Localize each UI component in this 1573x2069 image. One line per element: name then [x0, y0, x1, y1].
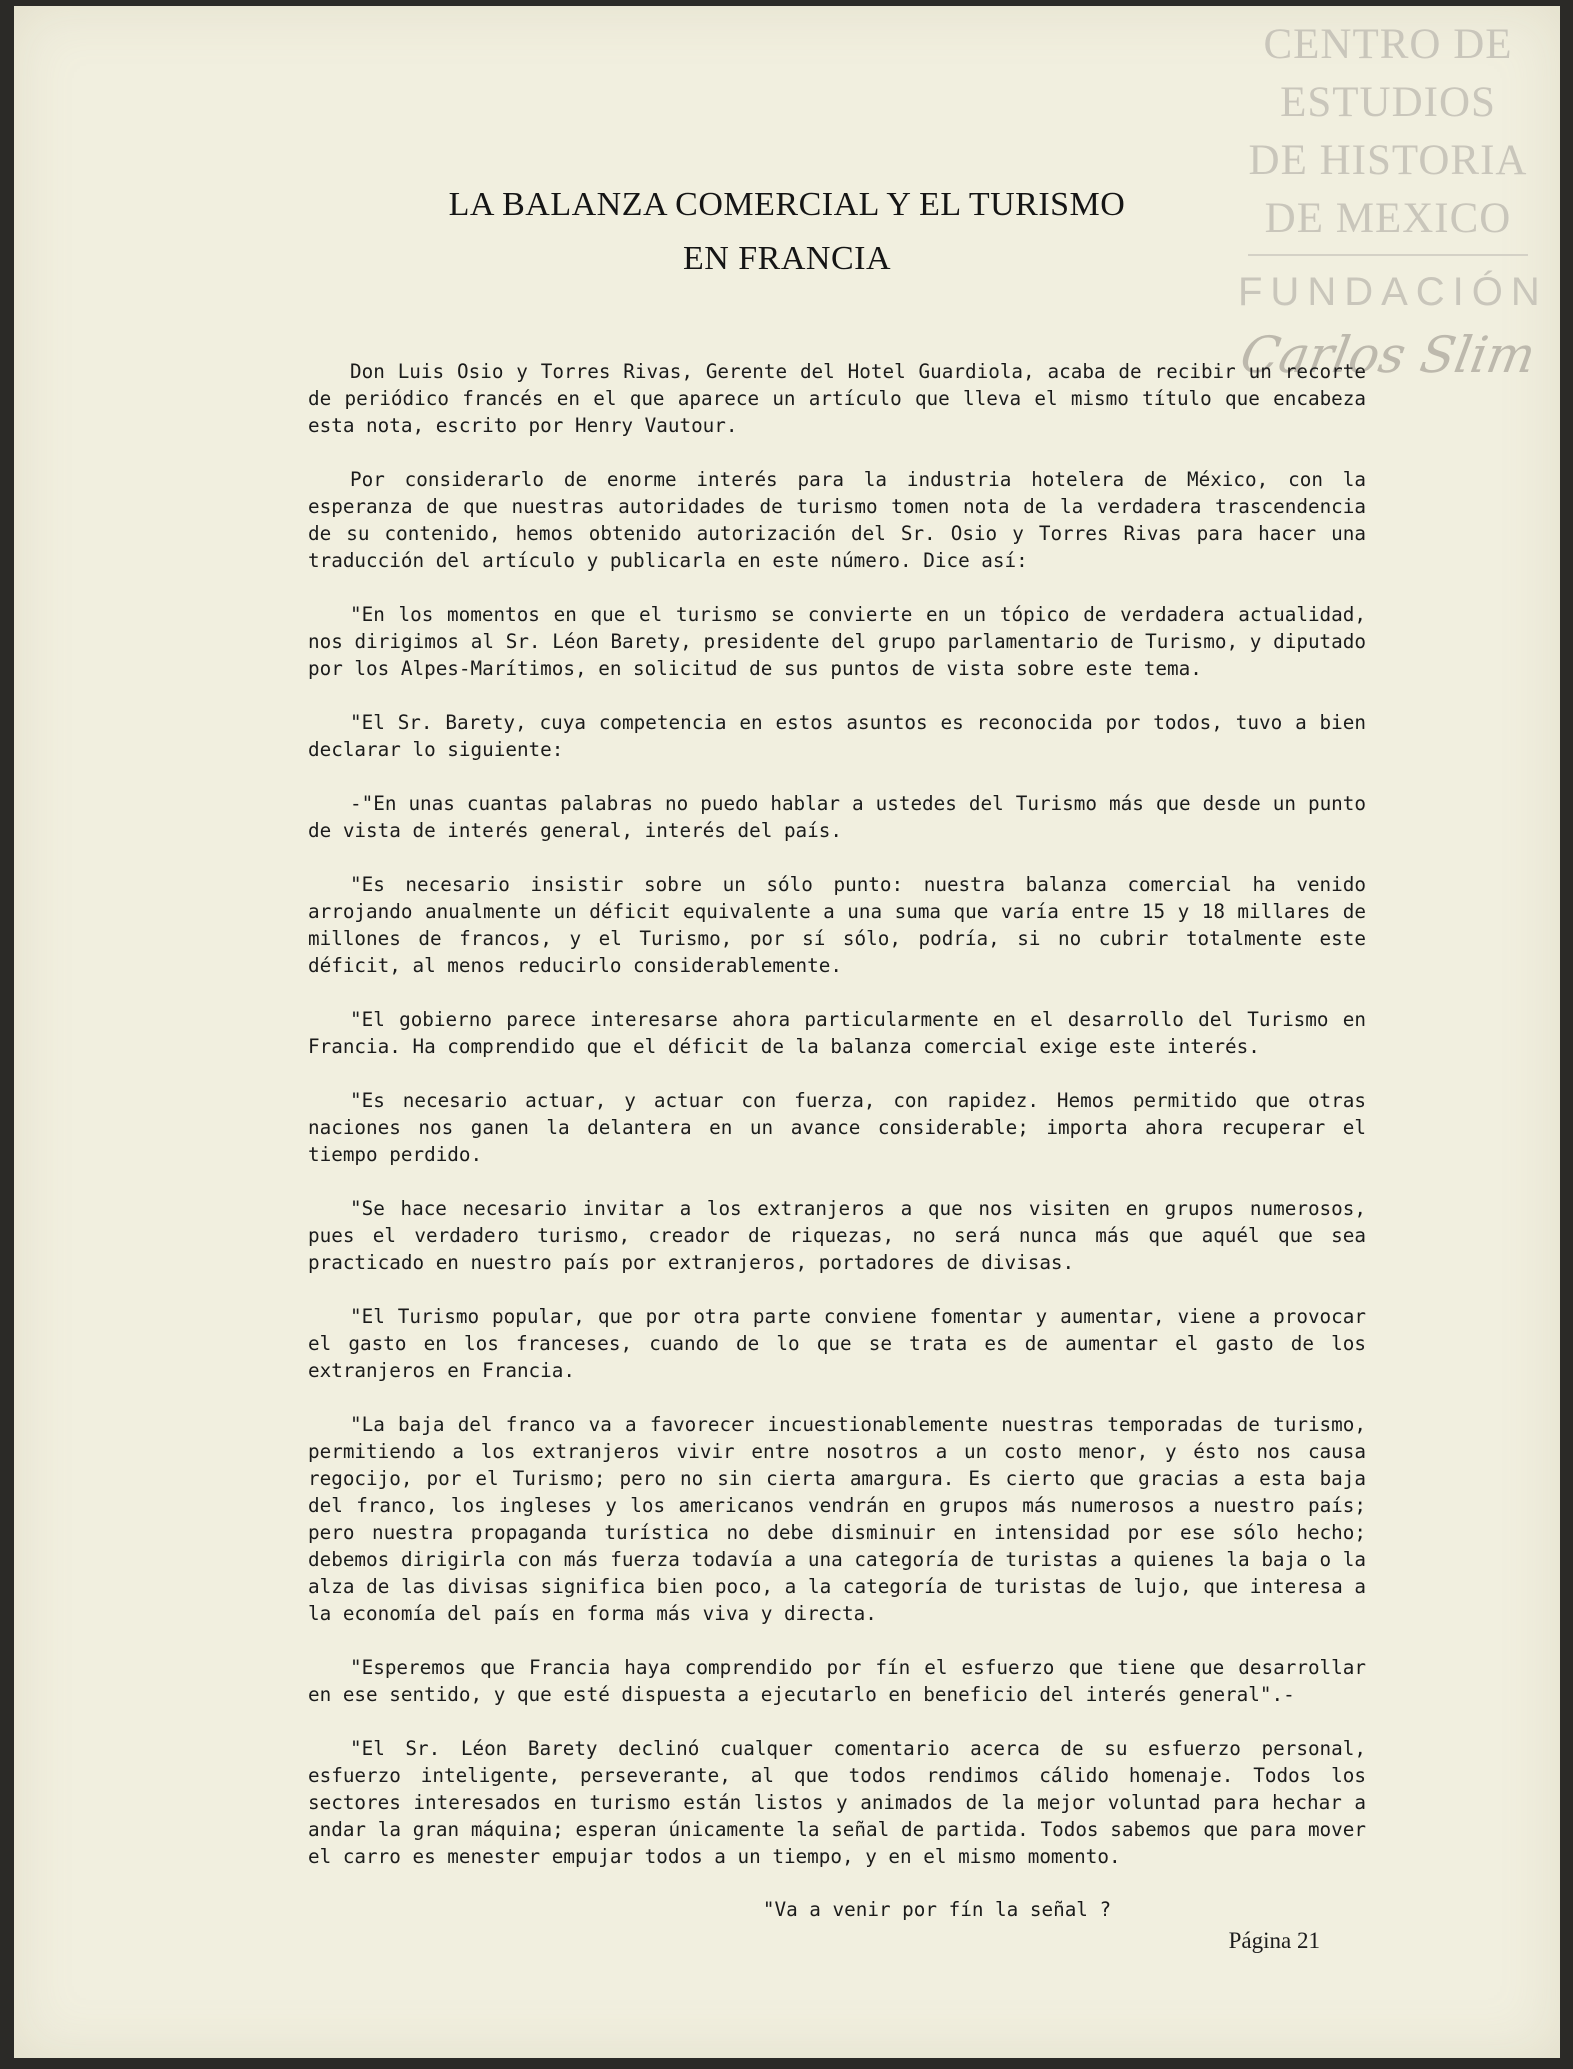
watermark-line: DE HISTORIA: [1248, 137, 1528, 184]
title-line-1: LA BALANZA COMERCIAL Y EL TURISMO: [448, 186, 1126, 223]
paragraph: "El gobierno parece interesarse ahora particularmente en el desarrollo del Turismo en Francia. Ha comprendido que el déficit de la balanza comercial exige este interés.: [308, 1008, 1366, 1058]
watermark-line: CENTRO DE: [1263, 21, 1513, 68]
watermark-fundacion: FUNDACIÓN: [1238, 270, 1548, 314]
article-body: [308, 358, 1366, 1897]
paragraph: "Se hace necesario invitar a los extranjeros a que nos visiten en grupos numerosos, pues el verdadero turismo, creador de riquezas, no será nunca más que aquél que sea practicado en nuestro país por extranjeros, portadores de divisas.: [308, 1197, 1366, 1274]
paragraph: Por considerarlo de enorme interés para la industria hotelera de México, con la esperanza de que nuestras autoridades de turismo tomen nota de la verdadera trascendencia de su contenido, hemos obtenido autorización del Sr. Osio y Torres Rivas para hacer una traducción del artículo y publicarla en este número. Dice así:: [308, 468, 1366, 572]
paragraph: "El Sr. Barety, cuya competencia en estos asuntos es reconocida por todos, tuvo a bien declarar lo siguiente:: [308, 711, 1366, 761]
watermark-signature: Carlos Slim: [1236, 326, 1540, 384]
paragraph: Don Luis Osio y Torres Rivas, Gerente del Hotel Guardiola, acaba de recibir un recorte de periódico francés en el que aparece un artículo que lleva el mismo título que encabeza esta nota, escrito por Henry Vautour.: [308, 360, 1366, 437]
paragraph: "Es necesario insistir sobre un sólo punto: nuestra balanza comercial ha venido arrojando anualmente un déficit equivalente a una suma que varía entre 15 y 18 millares de millones de francos, y el Turismo, por sí sólo, podría, si no cubrir totalmente este déficit, al menos reducirlo considerablemente.: [308, 873, 1366, 977]
document-page: [14, 6, 1560, 2058]
title-line-2: EN FRANCIA: [682, 240, 892, 277]
paragraph: "Es necesario actuar, y actuar con fuerza, con rapidez. Hemos permitido que otras naciones nos ganen la delantera en un avance considerable; importa ahora recuperar el tiempo perdido.: [308, 1089, 1366, 1166]
closing-line: "Va a venir por fín la señal ?: [762, 1898, 1112, 1921]
article-title: [14, 178, 1560, 286]
paragraph: "La baja del franco va a favorecer incuestionablemente nuestras temporadas de turismo, permitiendo a los extranjeros vivir entre nosotros a un costo menor, y ésto nos causa regocijo, por el Turismo; pero no sin cierta amargura. Es cierto que gracias a esta baja del franco, los ingleses y los americanos vendrán en grupos más numerosos a nuestro país; pero nuestra propaganda turística no debe disminuir en intensidad por ese sólo hecho; debemos dirigirla con más fuerza todavía a una categoría de turistas a quienes la baja o la alza de las divisas significa bien poco, a la categoría de turistas de lujo, que interesa a la economía del país en forma más viva y directa.: [308, 1413, 1366, 1625]
paragraph: "Esperemos que Francia haya comprendido por fín el esfuerzo que tiene que desarrollar en ese sentido, y que esté dispuesta a ejecutarlo en beneficio del interés general".-: [308, 1656, 1366, 1706]
paragraph: -"En unas cuantas palabras no puedo hablar a ustedes del Turismo más que desde un punto de vista de interés general, interés del país.: [308, 792, 1366, 842]
paragraph: "El Turismo popular, que por otra parte conviene fomentar y aumentar, viene a provocar el gasto en los franceses, cuando de lo que se trata es de aumentar el gasto de los extranjeros en Francia.: [308, 1305, 1366, 1382]
paragraph: "En los momentos en que el turismo se convierte en un tópico de verdadera actualidad, nos dirigimos al Sr. Léon Barety, presidente del grupo parlamentario de Turismo, y diputado por los Alpes-Marítimos, en solicitud de sus puntos de vista sobre este tema.: [308, 603, 1366, 680]
paragraph: "El Sr. Léon Barety declinó cualquer comentario acerca de su esfuerzo personal, esfuerzo inteligente, perseverante, al que todos rendimos cálido homenaje. Todos los sectores interesados en turismo están listos y animados de la mejor voluntad para hechar a andar la gran máquina; esperan únicamente la señal de partida. Todos sabemos que para mover el carro es menester empujar todos a un tiempo, y en el mismo momento.: [308, 1737, 1366, 1868]
page-number: Página 21: [1228, 1928, 1320, 1953]
watermark-line: ESTUDIOS: [1280, 79, 1496, 126]
watermark-line: DE MEXICO: [1264, 195, 1512, 242]
